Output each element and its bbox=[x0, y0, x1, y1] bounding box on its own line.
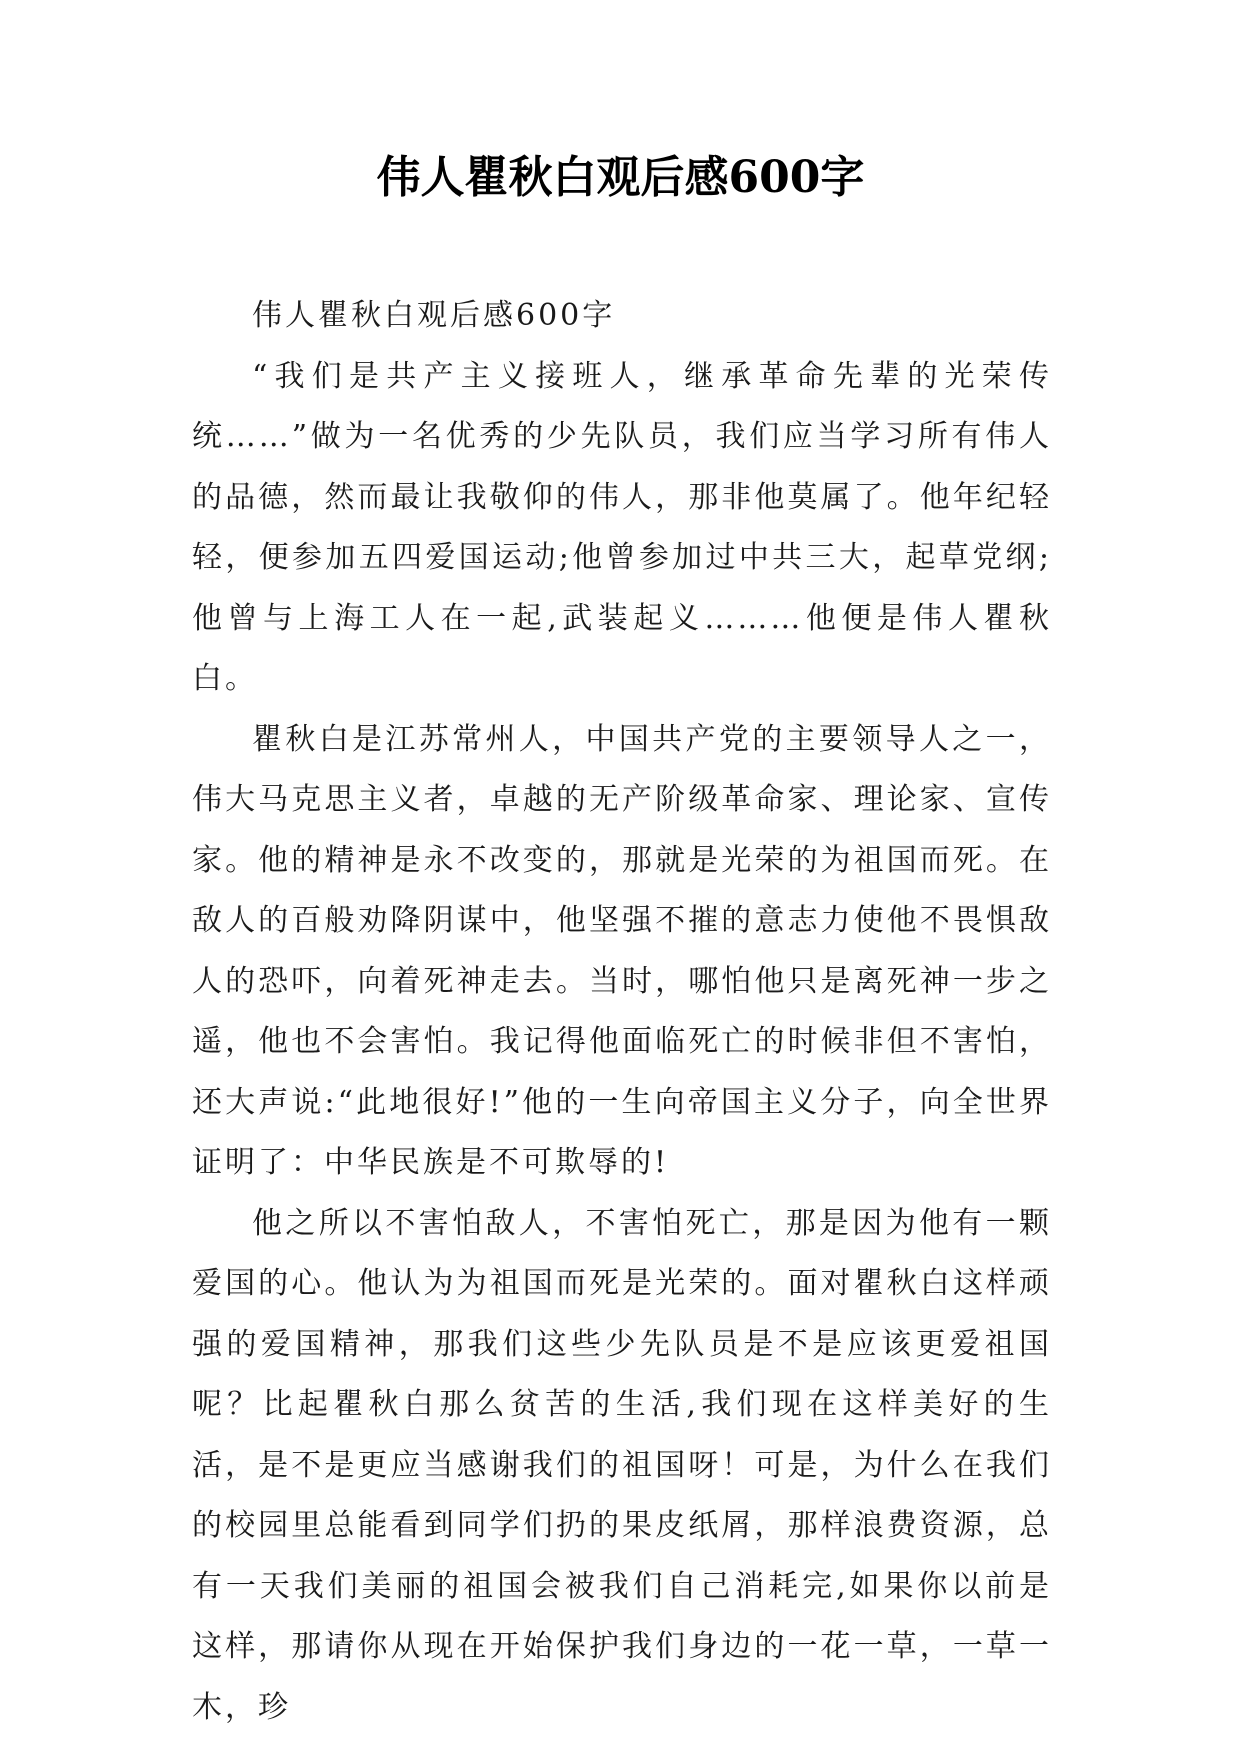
document-title: 伟人瞿秋白观后感600字 bbox=[376, 152, 865, 203]
document-subtitle: 伟人瞿秋白观后感600字 bbox=[252, 298, 616, 333]
body-paragraph: “我们是共产主义接班人，继承革命先辈的光荣传统……”做为一名优秀的少先队员，我们应当学习所有伟人的品德，然而最让我敬仰的伟人，那非他莫属了。他年纪轻轻，便参加五四爱国运动;他曾参加过中共三大，起草党纲;他曾与上海工人在一起,武装起义………他便是伟人瞿秋白。 bbox=[192, 358, 1052, 696]
body-paragraph: 瞿秋白是江苏常州人，中国共产党的主要领导人之一，伟大马克思主义者，卓越的无产阶级革命家、理论家、宣传家。他的精神是永不改变的，那就是光荣的为祖国而死。在敌人的百般劝降阴谋中，他坚强不摧的意志力使他不畏惧敌人的恐吓，向着死神走去。当时，哪怕他只是离死神一步之遥，他也不会害怕。我记得他面临死亡的时候非但不害怕，还大声说:“此地很好!”他的一生向帝国主义分子，向全世界证明了：中华民族是不可欺辱的! bbox=[192, 721, 1052, 1180]
body-paragraph: 他之所以不害怕敌人，不害怕死亡，那是因为他有一颗爱国的心。他认为为祖国而死是光荣的。面对瞿秋白这样顽强的爱国精神，那我们这些少先队员是不是应该更爱祖国呢？比起瞿秋白那么贫苦的生活,我们现在这样美好的生活，是不是更应当感谢我们的祖国呀！可是，为什么在我们的校园里总能看到同学们扔的果皮纸屑，那样浪费资源，总有一天我们美丽的祖国会被我们自己消耗完,如果你以前是这样，那请你从现在开始保护我们身边的一花一草，一草一木，珍 bbox=[192, 1205, 1052, 1725]
document-body bbox=[192, 286, 1052, 1738]
